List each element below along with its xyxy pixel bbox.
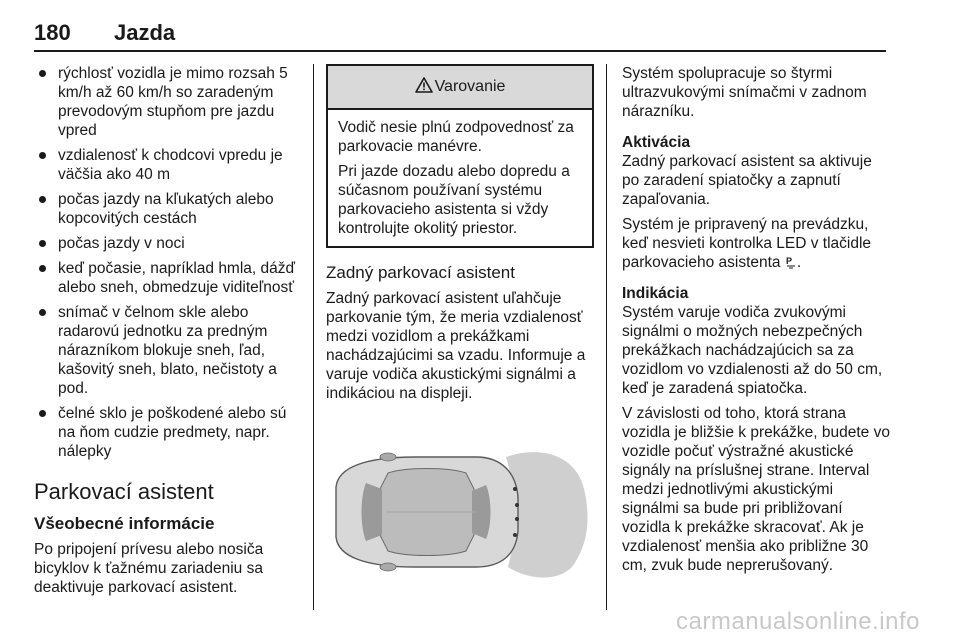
bullet-icon [39, 152, 46, 159]
warning-body [328, 110, 592, 246]
list-item: čelné sklo je poškodené alebo sú na ňom cudzie predmety, napr. nálepky [34, 404, 302, 461]
list-item: keď počasie, napríklad hmla, dážď alebo sneh, obmedzuje viditeľnosť [34, 259, 302, 297]
page-header [34, 20, 886, 52]
column-divider [606, 64, 607, 610]
body-paragraph: Zadný parkovací asistent sa aktivuje po zaradení spiatočky a zapnutí zapaľovania. [622, 153, 872, 208]
bullet-icon [39, 240, 46, 247]
subsection-title: Všeobecné informácie [34, 514, 215, 533]
section-title: Parkovací asistent [34, 479, 214, 504]
section-heading: Zadný parkovací asistent [326, 263, 515, 282]
watermark: carmanualsonline.info [676, 608, 920, 635]
bullet-icon [39, 410, 46, 417]
warning-paragraph: Pri jazde dozadu alebo dopredu a súčasnom používaní systému parkovacieho asistenta si vždy kontrolujte okolitý priestor. [338, 163, 570, 237]
list-item: počas jazdy v noci [34, 234, 302, 253]
warning-title: Varovanie [434, 78, 506, 95]
bullet-icon [39, 196, 46, 203]
list-item: vzdialenosť k chodcovi vpredu je väčšia ako 40 m [34, 146, 302, 184]
body-paragraph: Po pripojení prívesu alebo nosiča bicyklov k ťažnému zariadeniu sa deaktivuje parkovací asistent. [34, 541, 264, 596]
sensor-icon [515, 503, 519, 507]
condition-list [34, 64, 302, 461]
warning-paragraph: Vodič nesie plnú zodpovednosť za parkovacie manévre. [338, 119, 574, 155]
warning-icon [415, 77, 433, 93]
mirror [380, 453, 396, 461]
column-2 [326, 64, 594, 597]
sensor-icon [515, 517, 519, 521]
mirror [380, 563, 396, 571]
bullet-icon [39, 265, 46, 272]
sensor-icon [513, 487, 517, 491]
sensor-icon [513, 533, 517, 537]
windshield [362, 483, 383, 541]
activation-title: Aktivácia [622, 134, 691, 151]
parking-assist-icon [785, 255, 797, 269]
warning-header [328, 66, 592, 110]
chapter-title: Jazda [114, 20, 176, 45]
body-paragraph: Zadný parkovací asistent uľahčuje parkovanie tým, že meria vzdialenosť medzi vozidlom a prekážkami nachádzajúcimi sa vzadu. Informuje a varuje vodiča akustickými signálmi a indikáciou na displeji. [326, 290, 586, 402]
body-paragraph: Systém varuje vodiča zvukovými signálmi o možných nebezpečných prekážkach nachádzajúcich sa za vozidlom vo vzdialenosti až do 50 cm, keď je zaradená spiatočka. [622, 304, 883, 397]
bullet-icon [39, 70, 46, 77]
body-paragraph: Systém spolupracuje so štyrmi ultrazvukovými snímačmi v zadnom nárazníku. [622, 65, 867, 120]
bullet-icon [39, 309, 46, 316]
indication-title: Indikácia [622, 285, 689, 302]
warning-box [326, 64, 594, 248]
parking-sensor-illustration [326, 427, 594, 592]
list-item: počas jazdy na kľukatých alebo kopcovitých cestách [34, 190, 302, 228]
column-1 [34, 64, 302, 603]
list-item: snímač v čelnom skle alebo radarovú jednotku za predným nárazníkom blokuje sneh, ľad, kašovitý sneh, blato, nečistoty a pod. [34, 303, 302, 398]
list-item: rýchlosť vozidla je mimo rozsah 5 km/h až 60 km/h so zaradeným prevodovým stupňom pre jazdu vpred [34, 64, 302, 140]
page-number: 180 [34, 20, 71, 45]
column-3 [622, 64, 890, 581]
column-divider [313, 64, 314, 610]
svg-text:P: P [785, 256, 792, 266]
body-paragraph: V závislosti od toho, ktorá strana vozidla je bližšie k prekážke, budete vo vozidle počuť výstražné akustické signály na príslušnej strane. Interval medzi jednotlivými akustickými signálmi sa bude pri približovaní vozidla k prekážke skracovať. Ak je vzdialenosť menšia ako približne 30 cm, zvuk bude neprerušovaný. [622, 405, 890, 574]
body-paragraph: Systém je pripravený na prevádzku, keď nesvieti kontrolka LED v tlačidle parkovacieho asistenta P . [622, 216, 872, 271]
